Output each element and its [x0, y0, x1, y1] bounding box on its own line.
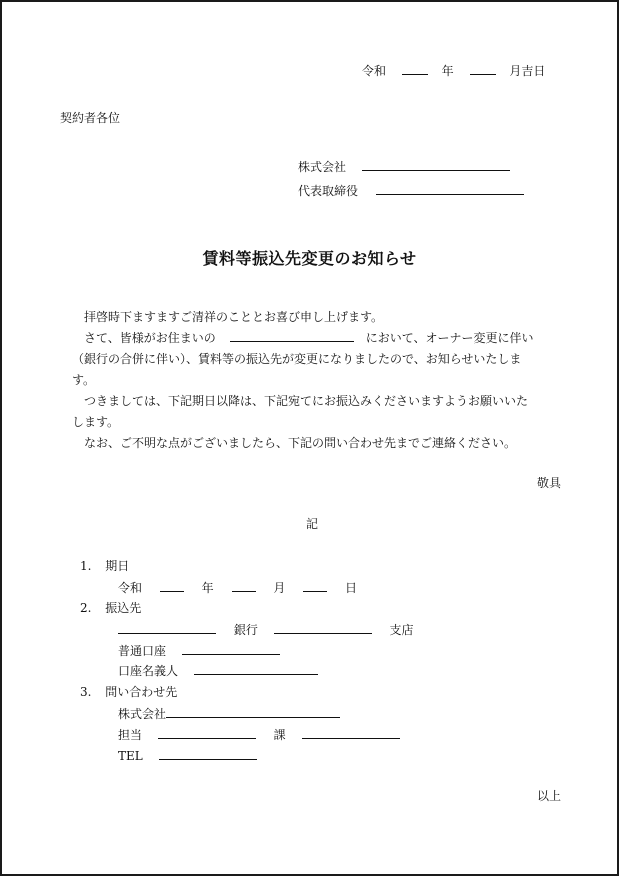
property-name-blank — [230, 331, 354, 342]
date-month-blank — [470, 64, 496, 75]
body-p3-line1: つきましては、下記期日以降は、下記宛てにお振込みくださいますようお願いいた — [84, 394, 529, 408]
item-3-tel-line — [118, 749, 257, 762]
item-2-account-holder-line — [118, 664, 318, 677]
item-1-month: 月 — [273, 581, 286, 595]
body-p2-line3: す。 — [72, 373, 96, 387]
sender-company-blank — [362, 160, 510, 171]
item-1-year: 年 — [201, 581, 214, 595]
contact-section-blank — [302, 728, 400, 739]
item-1-heading — [80, 560, 129, 572]
contact-tel-label: TEL — [118, 749, 143, 763]
sender-company-label: 株式会社 — [298, 160, 347, 174]
date-year-blank — [402, 64, 428, 75]
closing-ijo: 以上 — [537, 789, 562, 803]
branch-name-blank — [274, 623, 372, 634]
closing-keigu: 敬具 — [537, 476, 562, 490]
body-p3-line2: します。 — [72, 415, 120, 429]
account-holder-label: 口座名義人 — [118, 664, 179, 678]
item-2-bank-line — [118, 623, 414, 636]
item-3-number: 3. — [80, 685, 92, 699]
item-1-day: 日 — [345, 581, 358, 595]
date-era: 令和 — [362, 64, 387, 78]
item-1-day-blank — [303, 581, 327, 592]
date-year-suffix: 年 — [441, 64, 454, 78]
contact-tel-blank — [159, 749, 257, 760]
date-month-day-suffix: 月吉日 — [509, 64, 546, 78]
account-number-blank — [182, 644, 280, 655]
sender-representative — [298, 184, 524, 197]
body-p2-line2: （銀行の合併に伴い）、賃料等の振込先が変更になりましたので、お知らせいたしま — [72, 352, 522, 366]
sender-company — [298, 160, 510, 173]
item-3-person-line — [118, 728, 400, 741]
body-paragraph-1: 拝啓時下ますますご清祥のこととお喜び申し上げます。 — [84, 310, 384, 324]
document-title: 賃料等振込先変更のお知らせ — [202, 249, 417, 268]
item-1-year-blank — [160, 581, 184, 592]
body-text — [72, 307, 550, 454]
item-2-account-type-line — [118, 644, 280, 657]
item-2-heading — [80, 602, 141, 614]
branch-label: 支店 — [389, 623, 414, 637]
account-holder-blank — [194, 664, 318, 675]
sender-representative-label: 代表取締役 — [298, 184, 359, 198]
contact-person-blank — [158, 728, 256, 739]
item-2-label: 振込先 — [105, 601, 142, 615]
item-3-heading — [80, 686, 177, 698]
date-line — [362, 64, 545, 77]
bank-label: 銀行 — [233, 623, 258, 637]
item-1-label: 期日 — [105, 559, 130, 573]
item-1-number: 1. — [80, 559, 92, 573]
item-1-era: 令和 — [118, 581, 143, 595]
addressee: 契約者各位 — [60, 111, 121, 125]
body-p2-end: において、オーナー変更に伴い — [365, 331, 534, 345]
body-paragraph-4: なお、ご不明な点がございましたら、下記の問い合わせ先までご連絡ください。 — [84, 436, 517, 450]
item-2-number: 2. — [80, 601, 92, 615]
item-1-month-blank — [232, 581, 256, 592]
contact-section-label: 課 — [273, 728, 286, 742]
sender-representative-blank — [376, 184, 524, 195]
account-type-label: 普通口座 — [118, 644, 167, 658]
contact-company-blank — [166, 707, 340, 718]
item-3-label: 問い合わせ先 — [105, 685, 178, 699]
item-1-date — [118, 581, 357, 594]
body-p2-start: さて、皆様がお住まいの — [84, 331, 216, 345]
contact-person-label: 担当 — [118, 728, 143, 742]
item-3-company-line — [118, 707, 340, 720]
bank-name-blank — [118, 623, 216, 634]
contact-company-label: 株式会社 — [118, 707, 167, 721]
ki-heading: 記 — [306, 517, 319, 531]
body-paragraph-2 — [72, 328, 550, 349]
